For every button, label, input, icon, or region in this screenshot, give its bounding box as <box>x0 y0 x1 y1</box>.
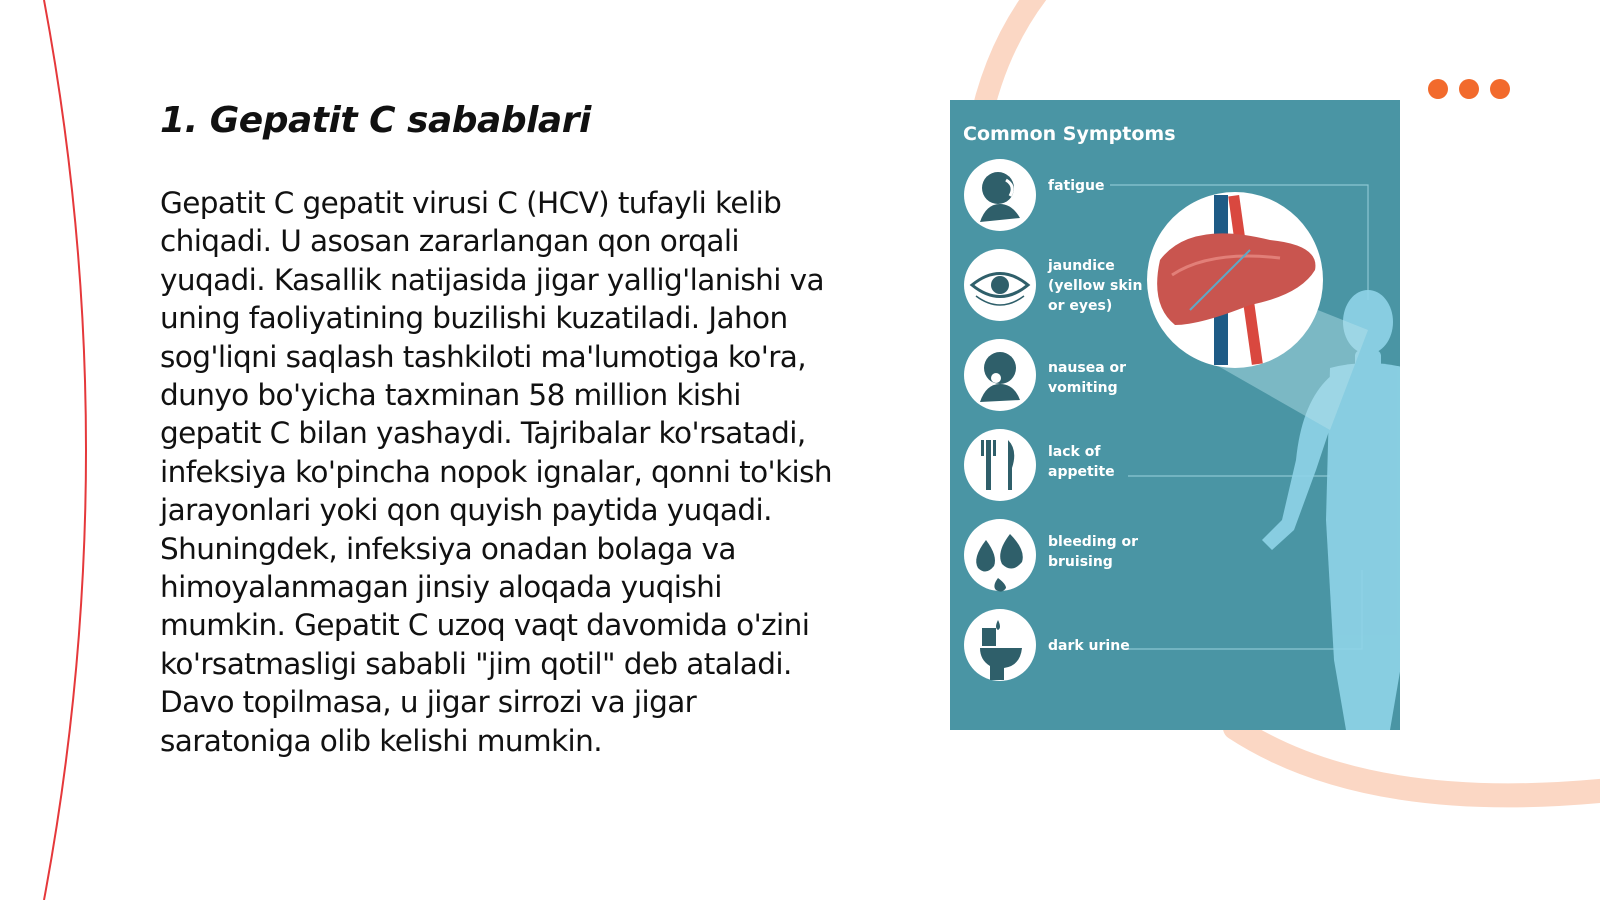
peach-ring-arc-bottom <box>1235 728 1600 795</box>
fatigue-icon <box>964 159 1036 231</box>
slide-title: 1. Gepatit C sabablari <box>160 100 591 141</box>
decorative-dots <box>1428 79 1510 99</box>
slide-body-text: Gepatit C gepatit virusi C (HCV) tufayli kelib chiqadi. U asosan zararlangan qon orqali yuqadi. Kasallik natijasida jigar yallig'lanishi va uning faoliyatining buzilishi kuzatiladi. Jahon sog'liqni saqlash tashkiloti ma'lumotiga ko'ra, dunyo bo'yicha taxminan 58 million kishi gepatit C bilan yashaydi. Tajribalar ko'rsatadi, infeksiya ko'pincha nopok ignalar, qonni to'kish jarayonlari yoki qon quyish paytida yuqadi. Shuningdek, infeksiya onadan bolaga va himoyalanmagan jinsiy aloqada yuqishi mumkin. Gepatit C uzoq vaqt davomida o'zini ko'rsatmasligi sababli "jim qotil" deb ataladi. Davo topilmasa, u jigar sirrozi va jigar saratoniga olib kelishi mumkin. <box>160 186 833 758</box>
fork-knife-icon <box>964 429 1036 501</box>
symptom-label-appetite: lack of appetite <box>1048 444 1115 480</box>
orange-dot-icon <box>1490 79 1510 99</box>
symptom-label-dark-urine: dark urine <box>1048 638 1130 654</box>
symptom-label-fatigue: fatigue <box>1048 178 1105 194</box>
symptom-label-nausea: nausea or vomiting <box>1048 360 1127 396</box>
eye-icon <box>964 249 1036 321</box>
nausea-icon <box>964 339 1036 411</box>
symptom-label-jaundice: jaundice (yellow skin or eyes) <box>1048 258 1143 314</box>
symptom-label-bleeding: bleeding or bruising <box>1048 534 1139 570</box>
liver-illustration <box>1147 192 1323 368</box>
infographic-title: Common Symptoms <box>963 123 1176 145</box>
orange-dot-icon <box>1459 79 1479 99</box>
symptoms-infographic <box>950 100 1400 730</box>
toilet-icon <box>964 609 1036 681</box>
orange-dot-icon <box>1428 79 1448 99</box>
left-red-arc <box>44 0 86 900</box>
